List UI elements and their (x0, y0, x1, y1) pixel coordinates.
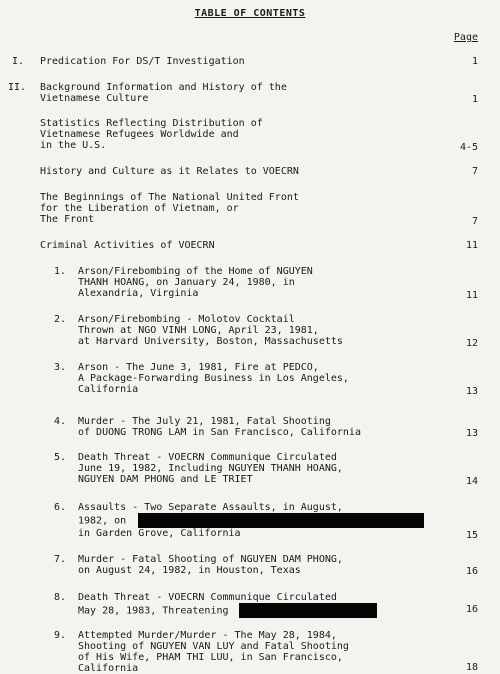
entry-number: I. (12, 56, 25, 67)
entry-line: at Harvard University, Boston, Massachusetts (78, 336, 343, 347)
redaction-box (138, 513, 424, 528)
entry-number: 3. (54, 362, 67, 373)
entry-page: 1 (471, 56, 478, 67)
entry-page: 4-5 (459, 142, 478, 153)
entry-page: 14 (465, 476, 478, 487)
entry-line: of His Wife, PHAM THI LUU, in San Francisco, (78, 652, 343, 663)
toc-entry (40, 118, 263, 151)
entry-page: 11 (465, 290, 478, 301)
entry-line: June 19, 1982, Including NGUYEN THANH HOANG, (78, 463, 343, 474)
entry-line: Vietnamese Refugees Worldwide and (40, 129, 239, 140)
toc-entry (40, 192, 299, 225)
entry-line: Murder - Fatal Shooting of NGUYEN DAM PHONG, (78, 554, 343, 565)
entry-number: 2. (54, 314, 67, 325)
entry-line (78, 513, 424, 528)
toc-entry (40, 56, 245, 67)
entry-line: Thrown at NGO VINH LONG, April 23, 1981, (78, 325, 319, 336)
entry-line: THANH HOANG, on January 24, 1980, in (78, 277, 295, 288)
entry-line-text: May 28, 1983, Threatening (78, 605, 229, 617)
entry-line: for the Liberation of Vietnam, or (40, 203, 239, 214)
toc-entry (78, 416, 361, 438)
entry-line: Predication For DS/T Investigation (40, 56, 245, 67)
entry-line: of DUONG TRONG LAM in San Francisco, California (78, 427, 361, 438)
entry-line: Arson/Firebombing of the Home of NGUYEN (78, 266, 313, 277)
entry-page: 13 (465, 428, 478, 439)
entry-line: Shooting of NGUYEN VAN LUY and Fatal Shooting (78, 641, 349, 652)
entry-page: 12 (465, 338, 478, 349)
page-heading: TABLE OF CONTENTS (194, 8, 306, 19)
toc-entry (78, 554, 343, 576)
entry-line: California (78, 663, 139, 674)
entry-page: 7 (471, 166, 478, 177)
entry-page: 16 (465, 566, 478, 577)
entry-page: 18 (465, 662, 478, 673)
entry-line: Alexandria, Virginia (78, 288, 199, 299)
entry-line: Vietnamese Culture (40, 93, 149, 104)
entry-line: Background Information and History of the (40, 82, 287, 93)
entry-page: 13 (465, 386, 478, 397)
entry-number: 8. (54, 592, 67, 603)
toc-entry (78, 592, 377, 618)
toc-entry (78, 452, 343, 485)
toc-entry (40, 166, 299, 177)
entry-line: in the U.S. (40, 140, 107, 151)
page-column-header: Page (453, 32, 478, 43)
entry-line: Death Threat - VOECRN Communique Circulated (78, 592, 337, 603)
entry-line: California (78, 384, 139, 395)
toc-entry (78, 630, 349, 674)
entry-line: History and Culture as it Relates to VOECRN (40, 166, 299, 177)
entry-line: in Garden Grove, California (78, 528, 241, 539)
entry-line: The Front (40, 214, 95, 225)
entry-line: on August 24, 1982, in Houston, Texas (78, 565, 301, 576)
entry-page: 1 (471, 94, 478, 105)
entry-number: 7. (54, 554, 67, 565)
entry-number: 9. (54, 630, 67, 641)
redaction-box (239, 603, 377, 618)
entry-line: Criminal Activities of VOECRN (40, 240, 215, 251)
entry-page: 15 (465, 530, 478, 541)
toc-entry (78, 362, 349, 395)
entry-number: 1. (54, 266, 67, 277)
toc-entry (78, 266, 313, 299)
entry-line: Assaults - Two Separate Assaults, in August, (78, 502, 343, 513)
entry-number: 5. (54, 452, 67, 463)
entry-number: 6. (54, 502, 67, 513)
entry-page: 16 (465, 604, 478, 615)
entry-number: 4. (54, 416, 67, 427)
toc-entry (78, 502, 424, 539)
entry-page: 7 (471, 216, 478, 227)
entry-line (78, 603, 377, 618)
toc-entry (40, 240, 215, 251)
entry-line: The Beginnings of The National United Front (40, 192, 299, 203)
entry-line: A Package-Forwarding Business in Los Angeles, (78, 373, 349, 384)
entry-line: Murder - The July 21, 1981, Fatal Shooting (78, 416, 331, 427)
toc-entry (78, 314, 343, 347)
entry-line: Statistics Reflecting Distribution of (40, 118, 263, 129)
entry-line: Arson - The June 3, 1981, Fire at PEDCO, (78, 362, 319, 373)
entry-line: Attempted Murder/Murder - The May 28, 1984, (78, 630, 337, 641)
entry-page: 11 (465, 240, 478, 251)
entry-number: II. (8, 82, 27, 93)
entry-line-text: 1982, on (78, 515, 127, 527)
entry-line: Death Threat - VOECRN Communique Circulated (78, 452, 337, 463)
entry-line: NGUYEN DAM PHONG and LE TRIET (78, 474, 253, 485)
entry-line: Arson/Firebombing - Molotov Cocktail (78, 314, 295, 325)
toc-entry (40, 82, 287, 104)
